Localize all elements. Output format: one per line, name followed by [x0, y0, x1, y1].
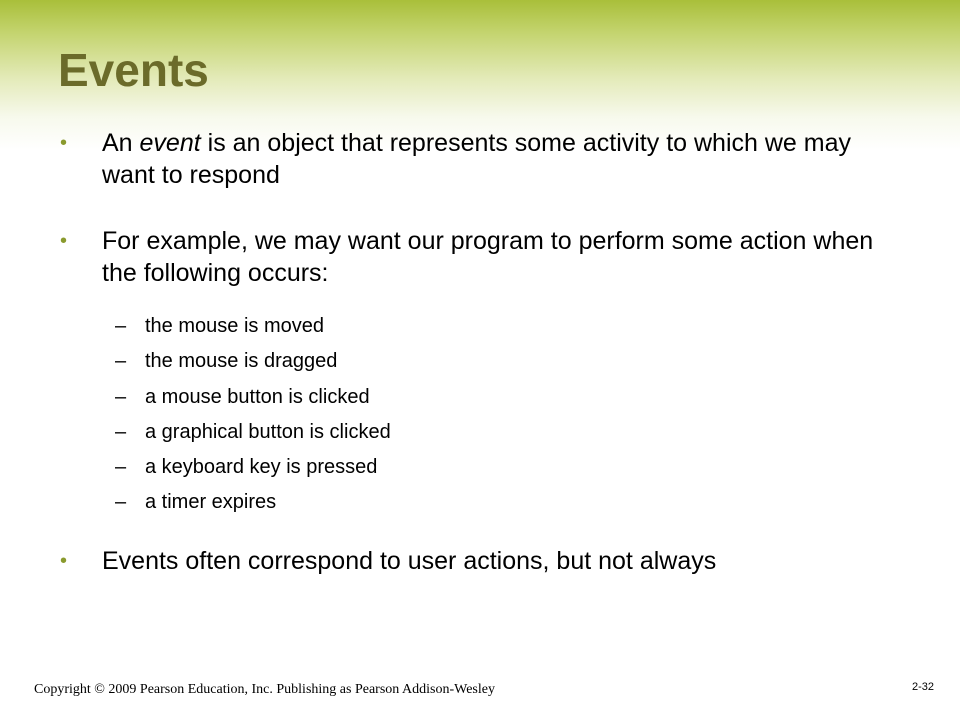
bullet-text: An event is an object that represents some activity to which we may want to respond: [102, 129, 851, 189]
bullet-text: Events often correspond to user actions, but not always: [102, 547, 717, 575]
slide-number: 2-32: [912, 681, 935, 693]
sub-item-text: the mouse is moved: [145, 315, 324, 337]
sub-dash: –: [115, 315, 127, 337]
sub-dash: –: [115, 350, 127, 372]
bullet-dot: •: [60, 550, 68, 572]
emphasis-event: event: [139, 129, 201, 157]
sub-item-text: a timer expires: [145, 491, 277, 513]
bullet-dot: •: [60, 132, 68, 154]
bullet-text: For example, we may want our program to perform some action when the following occurs:: [102, 227, 874, 287]
sub-dash: –: [115, 386, 127, 408]
slide-title: Events: [58, 44, 209, 96]
sub-item-text: a mouse button is clicked: [145, 386, 370, 408]
sub-item-text: a graphical button is clicked: [145, 421, 391, 443]
bullet-dot: •: [60, 230, 68, 252]
sub-item-text: the mouse is dragged: [145, 350, 338, 372]
sub-dash: –: [115, 491, 127, 513]
sub-dash: –: [115, 456, 127, 478]
sub-dash: –: [115, 421, 127, 443]
footer-copyright: Copyright © 2009 Pearson Education, Inc. Publishing as Pearson Addison-Wesley: [34, 682, 495, 697]
sub-item-text: a keyboard key is pressed: [145, 456, 378, 478]
